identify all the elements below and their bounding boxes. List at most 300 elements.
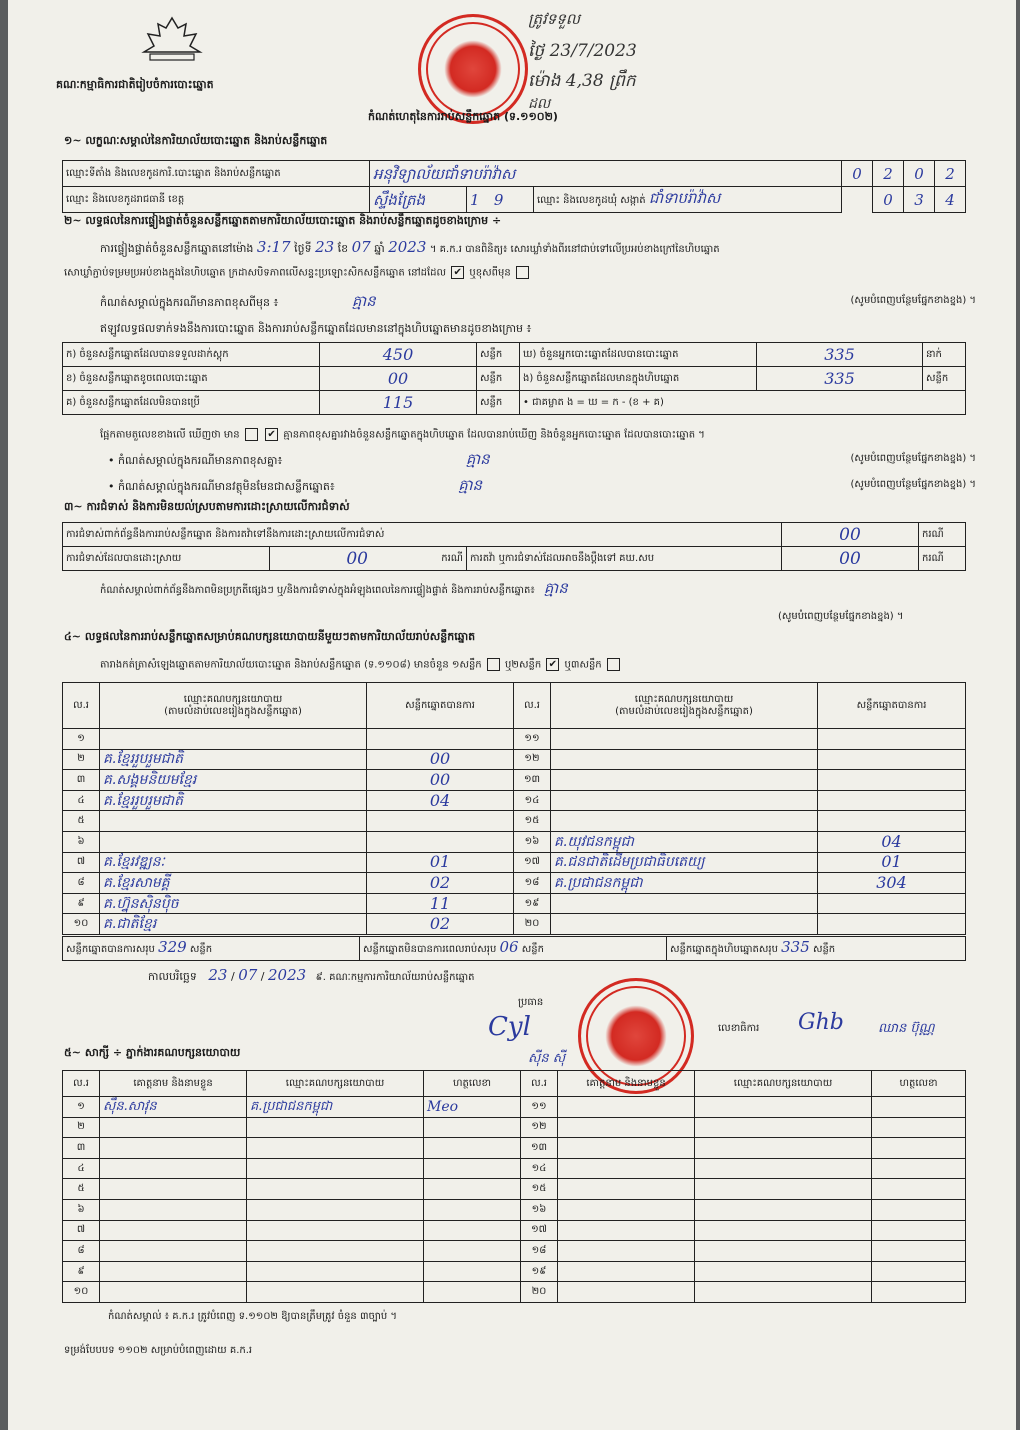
note2-label: • កំណត់សម្គាល់ក្នុងករណីមានភាពខុសគ្នា៖: [108, 454, 283, 467]
row-no: ៤: [63, 790, 100, 811]
diff-no-checkbox[interactable]: ✔: [265, 428, 278, 441]
received-note: ត្រូវទទួល: [528, 10, 581, 28]
party-votes: [367, 729, 514, 750]
objection-value: 00: [782, 523, 919, 547]
results-header-votes: សន្លឹកឆ្នោតបានការ: [818, 683, 966, 729]
note2-value: គ្មាន: [465, 450, 490, 468]
count-right-value: 335: [757, 367, 923, 391]
row-no: ១០: [63, 1282, 100, 1303]
results-row: [63, 893, 966, 914]
total-box-unit: សន្លឹក: [812, 944, 836, 955]
row-no: ១២: [521, 1117, 558, 1138]
chief-name: ស៊ីន ស៊ី: [528, 1051, 566, 1066]
results-header-no: ល.រ: [514, 683, 551, 729]
received-time: ម៉ោង 4,38 ព្រឹក: [528, 71, 636, 91]
witness-header-party: ឈ្មោះគណបក្សនយោបាយ: [695, 1071, 872, 1097]
witness-name: [100, 1199, 247, 1220]
row-no: ១៦: [521, 1199, 558, 1220]
objection-note-label: កំណត់សម្គាល់ពាក់ព័ន្ធនឹងភាពមិនប្រក្រតីផ្សេងៗ ឬ/និងការជំទាស់ក្នុងអំឡុងពេលនៃការផ្ទៀងផ្ទាត់ និងការរាប់សន្លឹកឆ្នោត៖: [100, 585, 535, 596]
witness-row: [63, 1179, 966, 1200]
resolved-label: ការជំទាស់ដែលបានដោះស្រាយ: [63, 547, 270, 571]
witness-party: [247, 1199, 424, 1220]
witness-header-sign: ហត្ថលេខា: [424, 1071, 521, 1097]
witness-name: [100, 1158, 247, 1179]
witness-name: [100, 1117, 247, 1138]
party-name: គ.ជនជាតិដើមប្រជាធិបតេយ្យ: [551, 852, 818, 873]
results-row: [63, 914, 966, 935]
witness-signature: [872, 1241, 966, 1262]
location-label: ឈ្មោះទីតាំង និងលេខកូដការិ.បោះឆ្នោត និងរាប់សន្លឹកឆ្នោត: [63, 161, 370, 187]
witness-signature: [424, 1117, 521, 1138]
party-name: គ.ខ្មែររួបរួមជាតិ: [100, 790, 367, 811]
party-votes: 02: [367, 914, 514, 935]
witness-party: [247, 1261, 424, 1282]
objection-note-value: គ្មាន: [543, 579, 568, 597]
verify-day: 23: [315, 238, 335, 256]
witness-party: [695, 1220, 872, 1241]
witness-signature: [872, 1179, 966, 1200]
party-votes: 304: [818, 873, 966, 894]
official-stamp-top: [418, 14, 528, 124]
province-code-digit: 1: [470, 190, 480, 209]
party-name: [100, 831, 367, 852]
results-row: [63, 790, 966, 811]
row-no: ១៥: [514, 811, 551, 832]
party-name: [100, 811, 367, 832]
row-no: ១២: [514, 749, 551, 770]
party-name: គ.ខ្មែរសាមគ្គី: [100, 873, 367, 894]
row-no: ២: [63, 1117, 100, 1138]
party-header-sub: (តាមលំដាប់លេខរៀងក្នុងសន្លឹកឆ្នោត): [164, 705, 302, 717]
location-code-digit: 2: [873, 161, 904, 187]
witness-table: [62, 1070, 966, 1303]
note-value: គ្មាន: [351, 292, 376, 310]
section5-heading: ៥~ សាក្សី ÷ ភ្នាក់ងារគណបក្សនយោបាយ: [64, 1046, 241, 1059]
witness-name: [558, 1158, 695, 1179]
results-row: [63, 852, 966, 873]
verify-line2-text: សោឃ្លាំភ្ជាប់ទម្រមប្រអប់ខាងក្នុងនៃហិបឆ្នោត ក្រដាសបិទភាពលើសន្ទះប្រឡោះសិកសន្លឹកឆ្នោត នៅដដែល: [64, 267, 447, 279]
witness-party: [695, 1199, 872, 1220]
row-no: ១៧: [521, 1220, 558, 1241]
results-row: [63, 729, 966, 750]
results-header-no: ល.រ: [63, 683, 100, 729]
objection-unit: ករណី: [919, 523, 966, 547]
party-votes: [818, 811, 966, 832]
row-no: ២: [63, 749, 100, 770]
note2-hint: (សូមបំពេញបន្ថែមផ្នែកខាងខ្នង) ។: [850, 453, 976, 464]
row-no: ១៦: [514, 831, 551, 852]
witness-signature: [872, 1158, 966, 1179]
row-no: ២០: [514, 914, 551, 935]
location-code-digit: 0: [842, 161, 873, 187]
appeal-label: ការតវ៉ា ឬការជំទាស់ដែលអាចនឹងប្តឹងទៅ គឃ.សប: [467, 547, 782, 571]
count-left-value: 115: [320, 391, 477, 415]
province-label: ឈ្មោះ និងលេខកូដរាជធានី ខេត្ត: [63, 187, 370, 213]
chief-signature: Cyl: [488, 1012, 531, 1042]
location-code-digit: 2: [935, 161, 966, 187]
witness-row: [63, 1097, 966, 1118]
diff-line: [100, 428, 705, 442]
party-name: គ.ជាតិខ្មែរ: [100, 914, 367, 935]
count-left-unit: សន្លឹក: [477, 391, 520, 415]
date-line: កាលបរិច្ឆេទ 23 / 07 / 2023 ៩. គណៈកម្មការការិយាល័យរាប់សន្លឹកឆ្នោត: [148, 966, 475, 984]
count-left-label: ខ) ចំនួនសន្លឹកឆ្នោតខូចពេលបោះឆ្នោត: [63, 367, 320, 391]
row-no: ១១: [521, 1097, 558, 1118]
royal-emblem-icon: [136, 12, 208, 64]
witness-row: [63, 1261, 966, 1282]
witness-signature: [424, 1220, 521, 1241]
row-no: ៧: [63, 1220, 100, 1241]
two-sheet-label: ឬ២សន្លឹក: [505, 659, 542, 671]
row-no: ១៤: [521, 1158, 558, 1179]
row-no: ១០: [63, 914, 100, 935]
total-invalid: [360, 937, 667, 961]
verify-time: 3:17: [256, 238, 291, 256]
total-box-label: សន្លឹកឆ្នោតក្នុងហិបឆ្នោតសរុប: [670, 944, 778, 955]
total-valid-value: 329: [158, 938, 187, 956]
party-votes: [818, 770, 966, 791]
witness-name: [558, 1282, 695, 1303]
province-code-digit: 9: [493, 190, 504, 209]
results-row: [63, 831, 966, 852]
resolved-value: [270, 547, 467, 571]
two-sheet-checkbox[interactable]: ✔: [546, 658, 559, 671]
party-header: ឈ្មោះគណបក្សនយោបាយ: [183, 693, 283, 705]
witness-party: [695, 1282, 872, 1303]
secretary-signature: Ghb: [798, 1010, 844, 1035]
row-no: ១៨: [514, 873, 551, 894]
party-header: ឈ្មោះគណបក្សនយោបាយ: [634, 693, 734, 705]
witness-row: [63, 1117, 966, 1138]
count-right-unit: សន្លឹក: [923, 367, 966, 391]
received-extra: ដល: [528, 96, 551, 112]
verify-line: [100, 240, 980, 256]
diff-label: ផ្អែកតាមតួលេខខាងលើ ឃើញថា មាន: [100, 429, 240, 441]
objection-label: ការជំទាស់ពាក់ព័ន្ធនឹងការរាប់សន្លឹកឆ្នោត និងការតវ៉ាទៅនឹងការដោះស្រាយលើការជំទាស់: [63, 523, 782, 547]
section4-subline: [100, 658, 622, 672]
diff-rest: គ្មានភាពខុសគ្នារវាងចំនួនសន្លឹកឆ្នោតក្នុងហិបឆ្នោត ដែលបានរាប់ឃើញ និងចំនួនអ្នកបោះឆ្នោត ដែលបានបោះឆ្នោត ។: [283, 429, 705, 441]
witness-header-name: គោត្តនាម និងនាមខ្លួន: [100, 1071, 247, 1097]
party-votes: [818, 790, 966, 811]
row-no: ១៣: [514, 770, 551, 791]
party-votes: 01: [818, 852, 966, 873]
party-votes: [818, 893, 966, 914]
commune-value: ជាំទាបរ៉ាវ៉ាស: [648, 189, 721, 207]
objection-hint: (សូមបំពេញបន្ថែមផ្នែកខាងខ្នង) ។: [778, 611, 904, 622]
committee-name: គណៈកម្មាធិការជាតិរៀបចំការបោះឆ្នោត: [56, 78, 214, 91]
witness-name: [100, 1282, 247, 1303]
party-votes: [367, 831, 514, 852]
witness-party: [247, 1117, 424, 1138]
row-no: ៩: [63, 893, 100, 914]
row-no: ៩: [63, 1261, 100, 1282]
appeal-value: 00: [782, 547, 919, 571]
count-intro: ឥឡូវលទ្ធផលទាក់ទងនឹងការបោះឆ្នោត និងការរាប់សន្លឹកឆ្នោតដែលមាននៅក្នុងហិបឆ្នោតមានដូចខាងក្រោម ៖: [100, 322, 532, 335]
witness-party: [247, 1158, 424, 1179]
resolved-unit: ករណី: [441, 552, 463, 564]
witness-name: [100, 1138, 247, 1159]
totals-table: [62, 936, 966, 961]
party-name: [551, 790, 818, 811]
results-row: [63, 749, 966, 770]
location-code-digit: 0: [904, 161, 935, 187]
results-header-party: [551, 683, 818, 729]
witness-name: [558, 1097, 695, 1118]
party-name: [551, 770, 818, 791]
form-title: កំណត់ហេតុនៃការរាប់សន្លឹកឆ្នោត (ទ.១១០២): [368, 110, 558, 123]
received-date: ថ្ងៃ 23/7/2023: [528, 41, 637, 61]
results-table: [62, 682, 966, 935]
party-votes: [818, 729, 966, 750]
changed-label: ឬខុសពីមុន: [469, 267, 511, 279]
row-no: ១៣: [521, 1138, 558, 1159]
party-name: [551, 893, 818, 914]
witness-row: [63, 1282, 966, 1303]
witness-name: [558, 1199, 695, 1220]
objection-note: [100, 579, 568, 597]
results-header-votes: សន្លឹកឆ្នោតបានការ: [367, 683, 514, 729]
objection-table: [62, 522, 966, 571]
witness-signature: Meo: [424, 1097, 521, 1118]
appeal-unit: ករណី: [919, 547, 966, 571]
row-no: ៥: [63, 811, 100, 832]
secretary-name: ឈាន ប៊ុណ្ណ: [878, 1021, 935, 1036]
count-formula: • ជាគម្លាត ង = ឃ = ក - (ខ + គ): [520, 391, 966, 415]
diff-yes-checkbox[interactable]: [245, 428, 258, 441]
date-year: 2023: [267, 966, 307, 984]
count-right-label: ឃ) ចំនួនអ្នកបោះឆ្នោតដែលបានបោះឆ្នោត: [520, 343, 757, 367]
results-row: [63, 770, 966, 791]
section4-heading: ៤~ លទ្ធផលនៃការរាប់សន្លឹកឆ្នោតសម្រាប់គណបក្សនយោបាយនីមួយៗតាមការិយាល័យរាប់សន្លឹកឆ្នោត: [64, 630, 476, 643]
total-invalid-value: 06: [499, 938, 519, 956]
count-left-label: គ) ចំនួនសន្លឹកឆ្នោតដែលមិនបានប្រើ: [63, 391, 320, 415]
province-value: ស្ទឹងត្រែង: [370, 187, 467, 213]
commune-code-digit: 3: [904, 187, 935, 213]
witness-name: [558, 1241, 695, 1262]
note-hint: (សូមបំពេញបន្ថែមផ្នែកខាងខ្នង) ។: [850, 295, 976, 306]
witness-signature: [872, 1138, 966, 1159]
row-no: ១៤: [514, 790, 551, 811]
total-invalid-label: សន្លឹកឆ្នោតមិនបានការពេលរាប់សរុប: [363, 944, 497, 955]
witness-signature: [872, 1282, 966, 1303]
count-right-unit: នាក់: [923, 343, 966, 367]
verify-month: 07: [351, 238, 371, 256]
note3-line: [108, 478, 976, 494]
section2-heading: ២~ លទ្ធផលនៃការផ្ទៀងផ្ទាត់ចំនួនសន្លឹកឆ្នោតតាមការិយាល័យបោះឆ្នោត និងរាប់សន្លឹកឆ្នោតដូចខាងក្រោម ÷: [64, 214, 502, 227]
row-no: ១៥: [521, 1179, 558, 1200]
witness-name: [558, 1261, 695, 1282]
witness-header-name: គោត្តនាម និងនាមខ្លួន: [558, 1071, 695, 1097]
party-name: គ.ខ្មែររួបរួមជាតិ: [100, 749, 367, 770]
note3-label: • កំណត់សម្គាល់ក្នុងករណីមានវត្ថុមិនមែនជាសន្លឹកឆ្នោត៖: [108, 480, 335, 493]
row-no: ៦: [63, 1199, 100, 1220]
same-checkbox[interactable]: ✔: [451, 266, 464, 279]
count-left-value: 450: [320, 343, 477, 367]
party-name: គ.យុវជនកម្ពុជា: [551, 831, 818, 852]
witness-header-party: ឈ្មោះគណបក្សនយោបាយ: [247, 1071, 424, 1097]
verify-line2: [64, 266, 531, 280]
total-valid-label: សន្លឹកឆ្នោតបានការសរុប: [66, 944, 155, 955]
party-votes: 04: [818, 831, 966, 852]
row-no: ១: [63, 729, 100, 750]
witness-name: [558, 1179, 695, 1200]
location-value: អនុវិទ្យាល័យជាំទាបរ៉ាវ៉ាស: [370, 161, 842, 187]
secretary-label: លេខាធិការ: [718, 1023, 760, 1034]
witness-name: [558, 1220, 695, 1241]
witness-party: [695, 1138, 872, 1159]
witness-signature: [424, 1158, 521, 1179]
witness-signature: [872, 1117, 966, 1138]
changed-checkbox[interactable]: [516, 266, 529, 279]
count-left-label: ក) ចំនួនសន្លឹកឆ្នោតដែលបានទទួលដាក់ស្តុក: [63, 343, 320, 367]
commune-code-digit: 0: [873, 187, 904, 213]
party-name: [551, 914, 818, 935]
results-row: [63, 811, 966, 832]
commune-cell: [534, 187, 842, 213]
witness-party: [247, 1282, 424, 1303]
row-no: ១៨: [521, 1241, 558, 1262]
three-sheet-checkbox[interactable]: [607, 658, 620, 671]
witness-row: [63, 1199, 966, 1220]
party-votes: [367, 811, 514, 832]
witness-signature: [872, 1097, 966, 1118]
party-name: គ.ហ្វ៊ុនស៊ិនប៉ិច: [100, 893, 367, 914]
row-no: ៧: [63, 852, 100, 873]
total-box: [667, 937, 966, 961]
date-day: 23: [208, 966, 228, 984]
witness-party: [695, 1158, 872, 1179]
verify-year: 2023: [388, 238, 427, 256]
note3-value: គ្មាន: [458, 476, 483, 494]
witness-name: [558, 1138, 695, 1159]
row-no: ៦: [63, 831, 100, 852]
witness-row: [63, 1158, 966, 1179]
witness-header-no: ល.រ: [521, 1071, 558, 1097]
party-votes: [818, 749, 966, 770]
party-name: គ.ខ្មែរវឌ្ឍនៈ: [100, 852, 367, 873]
party-votes: 00: [367, 749, 514, 770]
party-name: [551, 749, 818, 770]
witness-signature: [872, 1261, 966, 1282]
party-header-sub: (តាមលំដាប់លេខរៀងក្នុងសន្លឹកឆ្នោត): [615, 705, 753, 717]
document-page: [8, 0, 1016, 1430]
location-table: [62, 160, 966, 213]
witness-row: [63, 1138, 966, 1159]
row-no: ៤: [63, 1158, 100, 1179]
witness-signature: [424, 1261, 521, 1282]
count-left-unit: សន្លឹក: [477, 367, 520, 391]
count-table: [62, 342, 966, 415]
witness-signature: [424, 1138, 521, 1159]
note-label: កំណត់សម្គាល់ក្នុងករណីមានភាពខុសពីមុន ៖: [100, 296, 279, 309]
total-valid: [63, 937, 360, 961]
witness-name: [100, 1220, 247, 1241]
witness-party: [247, 1241, 424, 1262]
total-invalid-unit: សន្លឹក: [521, 944, 544, 955]
witness-signature: [424, 1241, 521, 1262]
witness-signature: [872, 1220, 966, 1241]
witness-party: [695, 1261, 872, 1282]
witness-row: [63, 1220, 966, 1241]
witness-party: [695, 1179, 872, 1200]
section1-heading: ១~ លក្ខណៈសម្គាល់នៃការិយាល័យបោះឆ្នោត និងរាប់សន្លឹកឆ្នោត: [64, 134, 328, 147]
row-no: ១: [63, 1097, 100, 1118]
party-name: គ.ប្រជាជនកម្ពុជា: [551, 873, 818, 894]
row-no: ១១: [514, 729, 551, 750]
witness-name: [100, 1241, 247, 1262]
verify-suffix: ។ គ.ក.រ បានពិនិត្យ៖ សោរឃ្លាំទាំងពីរនៅជាប់ទៅលើប្រអប់ខាងក្រៅនៃហិបឆ្នោត: [429, 244, 720, 255]
party-votes: [818, 914, 966, 935]
witness-signature: [424, 1179, 521, 1200]
party-votes: 02: [367, 873, 514, 894]
count-right-label: ង) ចំនួនសន្លឹកឆ្នោតដែលមានក្នុងហិបឆ្នោត: [520, 367, 757, 391]
witness-party: [247, 1220, 424, 1241]
note3-hint: (សូមបំពេញបន្ថែមផ្នែកខាងខ្នង) ។: [850, 479, 976, 490]
total-box-value: 335: [781, 938, 810, 956]
row-no: ៥: [63, 1179, 100, 1200]
party-name: [551, 811, 818, 832]
chief-label: ប្រធាន: [518, 997, 544, 1008]
commune-code-digit: 4: [935, 187, 966, 213]
witness-signature: [424, 1199, 521, 1220]
witness-party: [247, 1179, 424, 1200]
witness-party: [247, 1138, 424, 1159]
date-label: កាលបរិច្ឆេទ: [148, 970, 197, 983]
one-sheet-checkbox[interactable]: [487, 658, 500, 671]
witness-party: [695, 1241, 872, 1262]
section3-heading: ៣~ ការជំទាស់ និងការមិនយល់ស្របតាមការដោះស្រាយលើការជំទាស់: [64, 500, 350, 513]
footnote: កំណត់សម្គាល់ ៖ គ.ក.រ ត្រូវបំពេញ ទ.១១០២ ឱ្យបានត្រឹមត្រូវ ចំនួន ៣ច្បាប់ ។: [108, 1311, 397, 1322]
witness-party: [695, 1117, 872, 1138]
party-votes: 11: [367, 893, 514, 914]
party-votes: 00: [367, 770, 514, 791]
commune-label: ឈ្មោះ និងលេខកូដឃុំ សង្កាត់: [537, 195, 646, 206]
witness-header-no: ល.រ: [63, 1071, 100, 1097]
witness-header-sign: ហត្ថលេខា: [872, 1071, 966, 1097]
witness-name: [558, 1117, 695, 1138]
verify-prefix: ការផ្ទៀងផ្ទាត់ចំនួនសន្លឹកឆ្នោតនៅម៉ោង: [100, 242, 254, 255]
province-code: [467, 187, 534, 213]
results-header-party: [100, 683, 367, 729]
count-right-value: 335: [757, 343, 923, 367]
count-left-value: 00: [320, 367, 477, 391]
results-row: [63, 873, 966, 894]
witness-row: [63, 1241, 966, 1262]
row-no: ១៧: [514, 852, 551, 873]
witness-name: [100, 1179, 247, 1200]
row-no: ៨: [63, 1241, 100, 1262]
party-name: [100, 729, 367, 750]
resolved-count: 00: [346, 548, 368, 569]
witness-signature: [424, 1282, 521, 1303]
row-no: ២០: [521, 1282, 558, 1303]
total-valid-unit: សន្លឹក: [189, 944, 213, 955]
row-no: ៣: [63, 770, 100, 791]
note-line: [100, 294, 976, 310]
signer-label: ៩. គណៈកម្មការការិយាល័យរាប់សន្លឹកឆ្នោត: [315, 972, 475, 983]
verify-month-label: ខែ: [337, 242, 349, 255]
note2-line: [108, 452, 976, 468]
row-no: ៣: [63, 1138, 100, 1159]
party-votes: 04: [367, 790, 514, 811]
witness-party: [695, 1097, 872, 1118]
verify-day-label: ថ្ងៃទី: [294, 242, 312, 255]
row-no: ៨: [63, 873, 100, 894]
party-name: [551, 729, 818, 750]
witness-name: [100, 1261, 247, 1282]
count-left-unit: សន្លឹក: [477, 343, 520, 367]
party-name: គ.សង្គមនិយមខ្មែរ: [100, 770, 367, 791]
